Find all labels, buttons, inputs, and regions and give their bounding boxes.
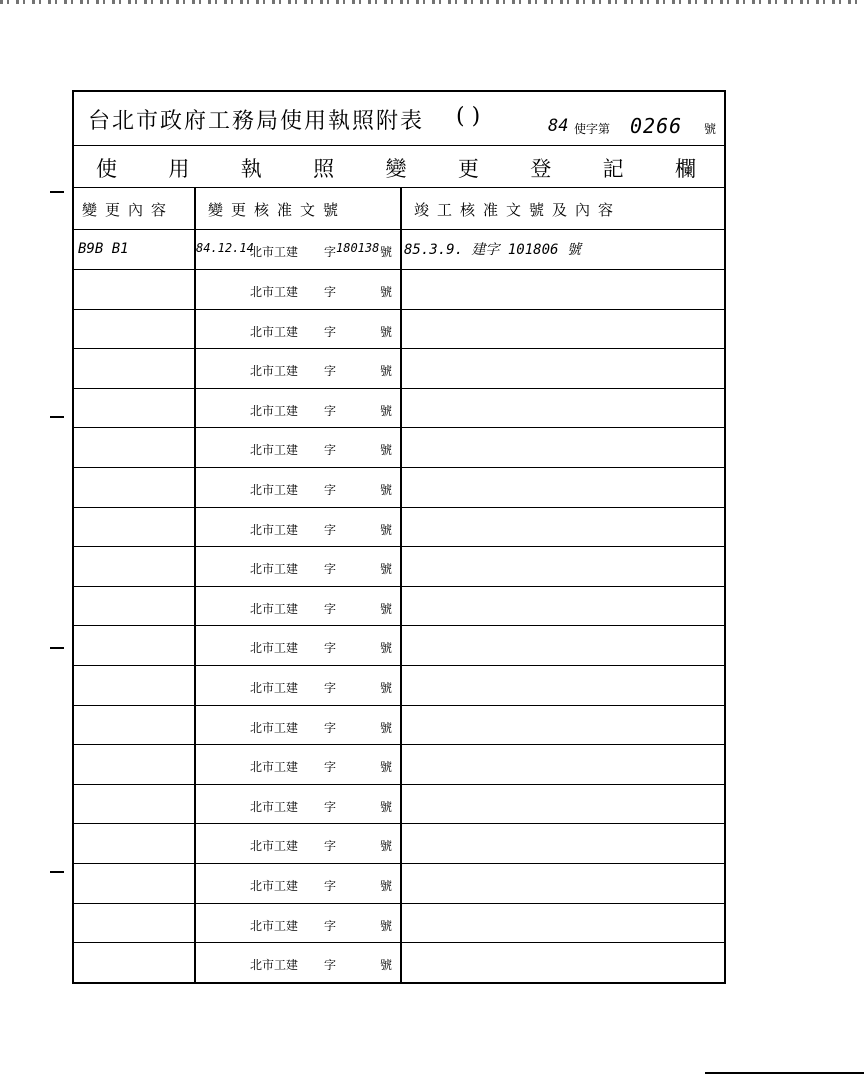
approval-zi: 字 [324, 918, 337, 933]
approval-prefix: 北市工建 [250, 720, 299, 735]
completion-value: 85.3.9. 建字 101806 號 [404, 242, 581, 258]
approval-hao: 號 [380, 483, 393, 497]
approval-zi: 字 [324, 601, 337, 616]
approval-prefix: 北市工建 [250, 562, 299, 577]
approval-zi: 字 [324, 483, 337, 497]
section-char: 變 [385, 157, 407, 181]
table-row [74, 586, 724, 627]
approval-prefix: 北市工建 [250, 918, 299, 933]
header-completion-approval: 竣工核准文號及內容 [414, 201, 622, 219]
license-suffix: 號 [704, 122, 717, 136]
approval-prefix: 北市工建 [250, 760, 299, 775]
table-row [74, 665, 724, 706]
approval-hao: 號 [380, 324, 393, 339]
scan-edge-speckle [0, 0, 864, 4]
margin-mark [50, 416, 64, 418]
approval-prefix: 北市工建 [250, 522, 299, 537]
header-change-content: 變更內容 [82, 201, 175, 219]
approval-prefix: 北市工建 [250, 958, 299, 973]
approval-hao: 號 [380, 958, 393, 973]
form-title: 台北市政府工務局使用執照附表 [88, 109, 425, 134]
approval-hao: 號 [380, 641, 393, 656]
license-year: 84 [548, 116, 569, 136]
bottom-scan-line [705, 1072, 864, 1074]
margin-mark [50, 647, 64, 649]
approval-prefix: 北市工建 [250, 641, 299, 656]
approval-zi: 字 [324, 681, 337, 695]
title-row [74, 92, 724, 146]
section-char: 欄 [675, 157, 696, 181]
approval-hao: 號 [380, 285, 393, 299]
approval-zi: 字 [324, 443, 337, 458]
approval-prefix: 北市工建 [250, 245, 299, 259]
section-title [96, 153, 696, 183]
section-char: 登 [530, 157, 552, 181]
section-char: 用 [168, 157, 190, 181]
margin-mark [50, 191, 64, 193]
approval-hao: 號 [380, 760, 393, 775]
approval-zi: 字 [324, 403, 337, 418]
approval-hao: 號 [380, 918, 393, 933]
approval-hao: 號 [380, 562, 393, 577]
table-row [74, 823, 724, 864]
approval-zi: 字 [324, 958, 337, 973]
approval-hao: 號 [380, 799, 393, 814]
approval-hao: 號 [380, 879, 393, 893]
section-char: 使 [96, 157, 117, 181]
approval-zi: 字 [324, 799, 337, 814]
table-row [74, 348, 724, 389]
approval-hao: 號 [380, 364, 393, 379]
approval-zi: 字 [324, 285, 337, 299]
table-row [74, 269, 724, 310]
table-row [74, 625, 724, 666]
approval-hao: 號 [380, 601, 393, 616]
approval-prefix: 北市工建 [250, 839, 299, 854]
table-row [74, 784, 724, 825]
approval-hao: 號 [380, 403, 393, 418]
section-row [74, 145, 724, 188]
margin-mark [50, 871, 64, 873]
table-row [74, 427, 724, 468]
approval-prefix: 北市工建 [250, 403, 299, 418]
table-row [74, 507, 724, 548]
approval-prefix: 北市工建 [250, 324, 299, 339]
approval-prefix: 北市工建 [250, 799, 299, 814]
table-row [74, 229, 724, 270]
table-row [74, 863, 724, 904]
section-char: 記 [602, 157, 624, 181]
approval-prefix: 北市工建 [250, 879, 299, 893]
approval-hao: 號 [380, 720, 393, 735]
table-row [74, 388, 724, 429]
approval-hao: 號 [380, 522, 393, 537]
approval-number: 180138 [336, 241, 380, 255]
title-parenthesis: ( ) [456, 104, 481, 129]
approval-zi: 字 [324, 522, 337, 537]
table-row [74, 942, 724, 982]
approval-zi: 字 [324, 760, 337, 775]
table-row [74, 903, 724, 944]
approval-prefix: 北市工建 [250, 601, 299, 616]
approval-zi: 字 [324, 839, 337, 854]
approval-hao: 號 [380, 443, 393, 458]
approval-zi: 字 [324, 641, 337, 656]
change-date: 84.12.14 [196, 241, 254, 255]
license-prefix: 使字第 [574, 122, 611, 136]
approval-zi: 字 [324, 364, 337, 379]
approval-hao: 號 [380, 681, 393, 695]
approval-zi: 字 [324, 562, 337, 577]
approval-hao: 號 [380, 839, 393, 854]
table-row [74, 546, 724, 587]
table-row [74, 467, 724, 508]
license-number: 0266 [630, 114, 683, 138]
license-attachment-form [72, 90, 726, 984]
header-change-approval-no: 變更核准文號 [208, 201, 347, 219]
approval-zi: 字 [324, 245, 337, 259]
table-row [74, 705, 724, 746]
table-row [74, 309, 724, 350]
section-char: 更 [457, 157, 479, 181]
change-content-value: B9B B1 [78, 241, 129, 257]
approval-prefix: 北市工建 [250, 443, 299, 458]
table-row [74, 744, 724, 785]
column-header-row [74, 187, 724, 230]
approval-prefix: 北市工建 [250, 364, 299, 379]
approval-zi: 字 [324, 879, 337, 893]
section-char: 照 [313, 157, 335, 181]
approval-zi: 字 [324, 720, 337, 735]
approval-prefix: 北市工建 [250, 681, 299, 695]
approval-prefix: 北市工建 [250, 285, 299, 299]
approval-prefix: 北市工建 [250, 483, 299, 497]
approval-zi: 字 [324, 324, 337, 339]
section-char: 執 [240, 157, 262, 181]
approval-hao: 號 [380, 245, 393, 259]
